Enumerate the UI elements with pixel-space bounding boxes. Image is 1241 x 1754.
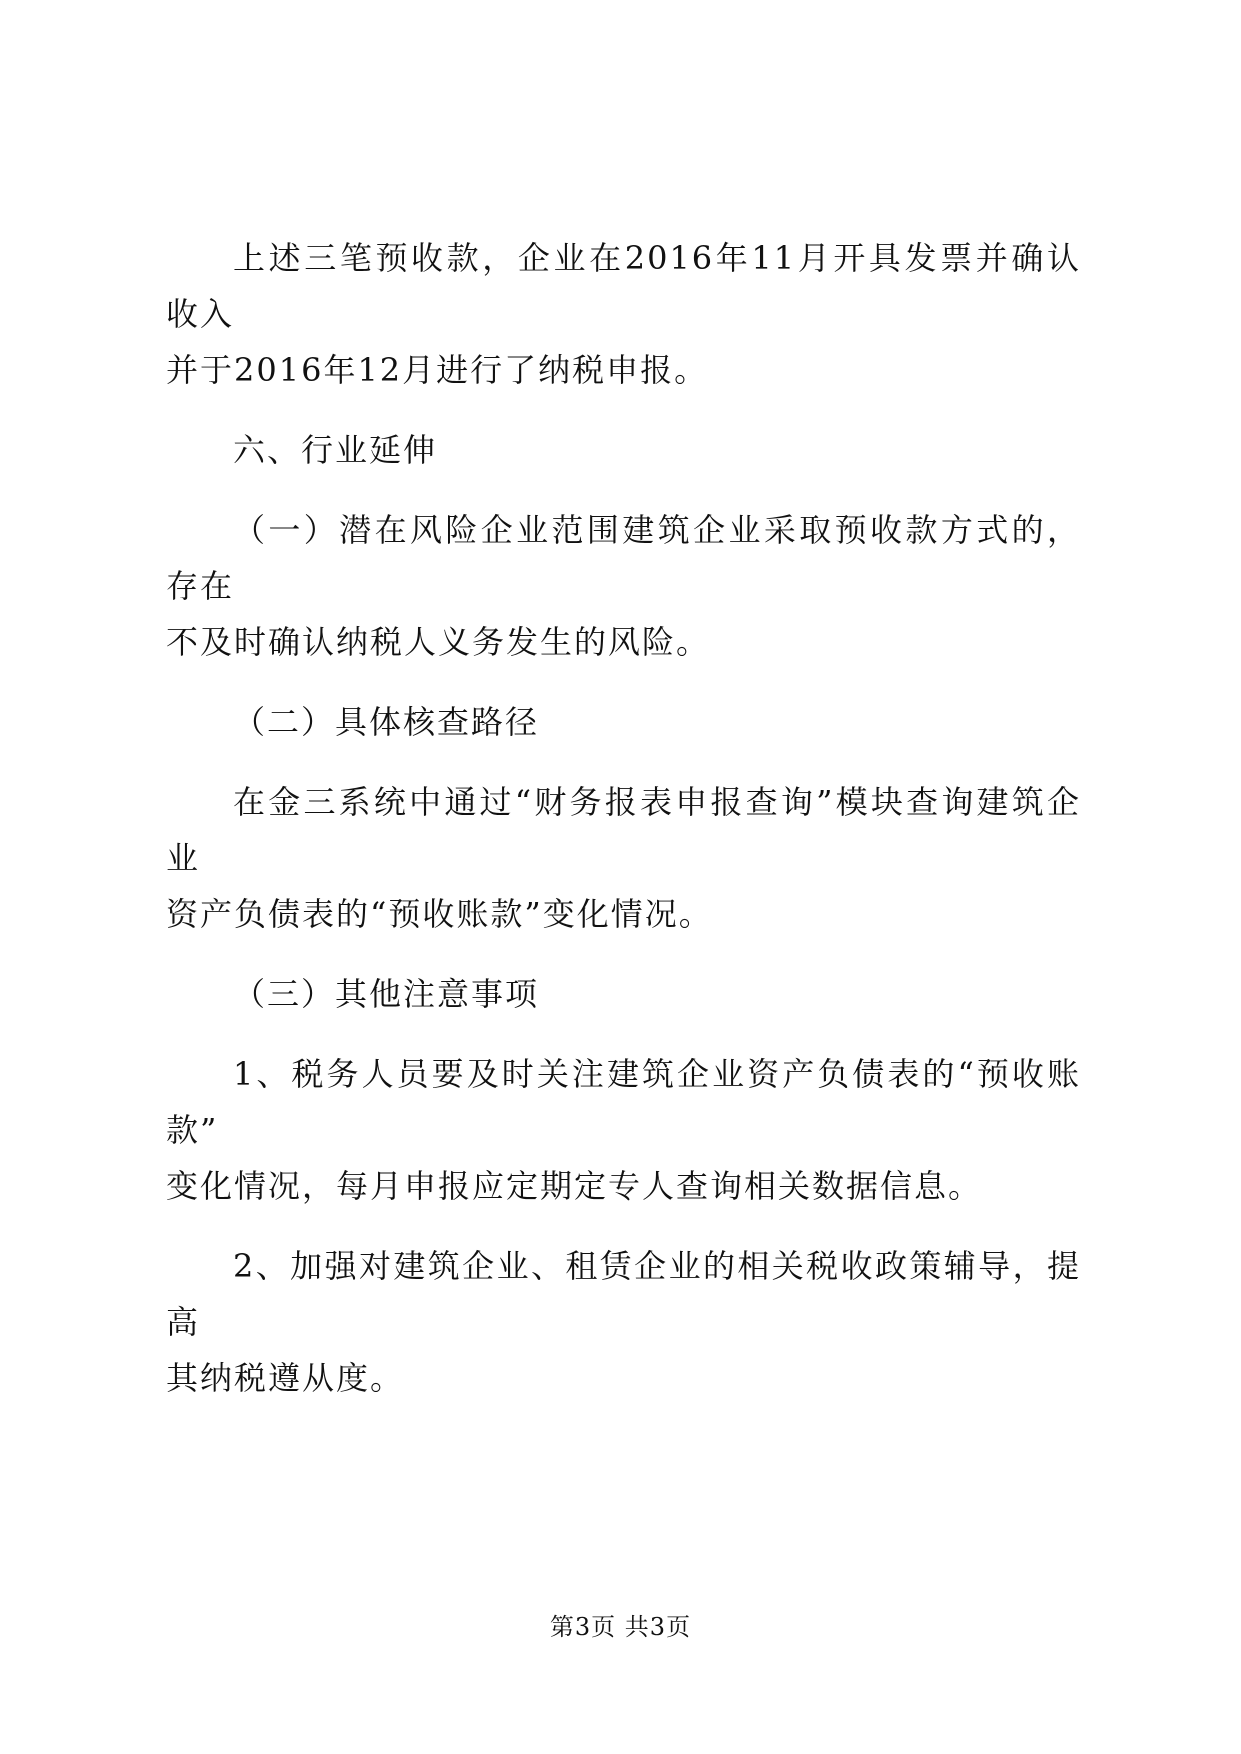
paragraph-line: 并于2016年12月进行了纳税申报。 [166,351,709,389]
subheading-check-path [166,694,1081,750]
paragraph-risk-scope [166,502,1081,670]
document-body [166,230,1081,1406]
paragraph-line: 其纳税遵从度。 [166,1359,405,1397]
paragraph-line: 上述三笔预收款，企业在2016年11月开具发票并确认收入 [166,239,1081,333]
paragraph-line: 不及时确认纳税人义务发生的风险。 [166,623,711,661]
page-footer [0,1612,1241,1642]
paragraph-line: 1、税务人员要及时关注建筑企业资产负债表的“预收账款” [166,1055,1081,1149]
paragraph-check-path [166,774,1081,942]
heading-text: （三）其他注意事项 [233,975,540,1013]
paragraph-line: 2、加强对建筑企业、租赁企业的相关税收政策辅导，提高 [166,1247,1081,1341]
subheading-other-notes [166,966,1081,1022]
paragraph-note-2 [166,1238,1081,1406]
paragraph-note-1 [166,1046,1081,1214]
paragraph-line: （一）潜在风险企业范围建筑企业采取预收款方式的，存在 [166,511,1081,605]
heading-text: （二）具体核查路径 [233,703,540,741]
paragraph-line: 资产负债表的“预收账款”变化情况。 [166,895,713,933]
section-heading-industry-extension [166,422,1081,478]
paragraph-line: 变化情况，每月申报应定期定专人查询相关数据信息。 [166,1167,983,1205]
heading-text: 六、行业延伸 [233,431,438,469]
page-number-label: 第3页 共3页 [549,1613,692,1641]
paragraph-line: 在金三系统中通过“财务报表申报查询”模块查询建筑企业 [166,783,1081,877]
paragraph-prepayment-summary [166,230,1081,398]
